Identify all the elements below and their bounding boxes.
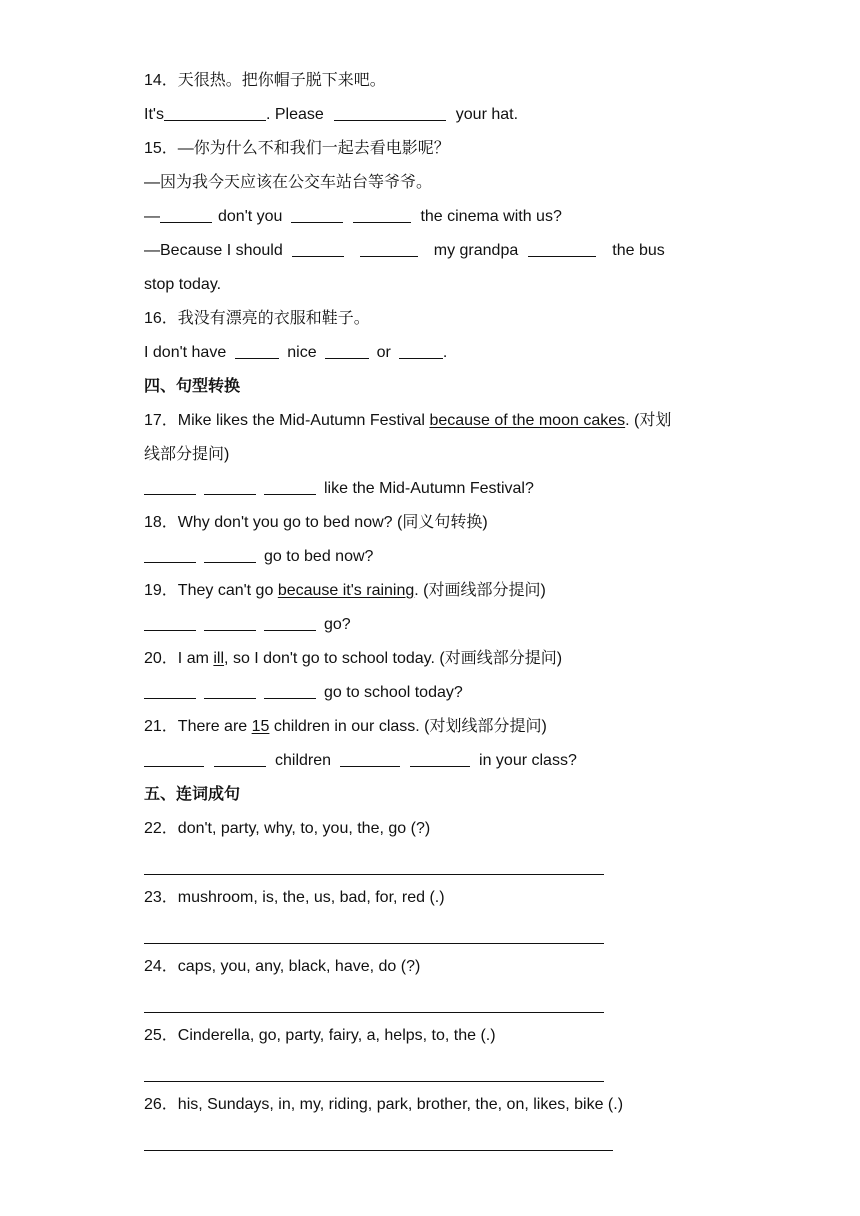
q15-prompt-1: 15．—你为什么不和我们一起去看电影呢？: [144, 140, 450, 157]
q15-sentence-3: stop today.: [144, 276, 222, 293]
q24-prompt: 24．caps, you, any, black, have, do (?): [144, 958, 421, 975]
q20-blank-2[interactable]: [204, 680, 256, 699]
q16-blank-3[interactable]: [399, 340, 443, 359]
q20-answer: [144, 676, 744, 710]
q15-blank-5[interactable]: [360, 238, 418, 257]
q15-text-bus: the bus: [612, 242, 665, 259]
worksheet-page: [144, 64, 744, 1157]
q15-sentence-2: [144, 234, 744, 268]
q16-sentence: [144, 336, 744, 370]
q19-answer: [144, 608, 744, 642]
q19-blank-1[interactable]: [144, 612, 196, 631]
q26-prompt: 26．his, Sundays, in, my, riding, park, brother, the, on, likes, bike (.): [144, 1096, 624, 1113]
q16-prompt: 16．我没有漂亮的衣服和鞋子。: [144, 310, 370, 327]
q17-underlined: because of the moon cakes: [429, 412, 626, 429]
q21-prompt: [144, 710, 744, 744]
q17-text-a: 17．Mike likes the Mid-Autumn Festival: [144, 412, 430, 429]
q15-text-c: the cinema with us?: [420, 208, 562, 225]
q17-blank-3[interactable]: [264, 476, 316, 495]
q15-text-grandpa: my grandpa: [433, 242, 519, 259]
q25-prompt: 25．Cinderella, go, party, fairy, a, helps, to, the (.): [144, 1027, 496, 1044]
q14-text-a: It's: [144, 106, 164, 123]
q21-text-a: 21．There are: [144, 718, 252, 735]
q21-blank-4[interactable]: [410, 748, 470, 767]
q14-sentence: [144, 98, 744, 132]
q21-blank-1[interactable]: [144, 748, 204, 767]
q17-blank-1[interactable]: [144, 476, 196, 495]
q15-blank-1[interactable]: [160, 204, 212, 223]
q18-prompt: 18．Why don't you go to bed now? (同义句转换): [144, 514, 488, 531]
q20-text-b: , so I don't go to school today. (对画线部分提问): [224, 650, 563, 667]
q19-blank-2[interactable]: [204, 612, 256, 631]
q18-blank-1[interactable]: [144, 544, 196, 563]
q16-text-c: or: [376, 344, 391, 361]
q21-tail: in your class?: [479, 752, 577, 769]
q20-prompt: [144, 642, 744, 676]
q15-sentence-1: [144, 200, 744, 234]
q16-blank-2[interactable]: [325, 340, 369, 359]
q16-text-d: .: [442, 344, 448, 361]
q21-blank-3[interactable]: [340, 748, 400, 767]
q19-text-b: . (对画线部分提问): [414, 582, 546, 599]
q14-blank-1[interactable]: [164, 102, 266, 121]
q17-text-b: . (对划: [625, 412, 672, 429]
q15-dash: —: [144, 208, 160, 225]
q26-answer-line[interactable]: [144, 1130, 613, 1151]
q20-blank-1[interactable]: [144, 680, 196, 699]
q15-text-b: don't you: [218, 208, 283, 225]
q20-tail: go to school today?: [324, 684, 463, 701]
q21-blank-2[interactable]: [214, 748, 266, 767]
q19-tail: go?: [324, 616, 351, 633]
q22-answer-line[interactable]: [144, 854, 604, 875]
section-4-heading: 四、句型转换: [144, 378, 241, 395]
q17-blank-2[interactable]: [204, 476, 256, 495]
q19-prompt: [144, 574, 744, 608]
q18-answer: [144, 540, 744, 574]
q23-answer-line[interactable]: [144, 923, 604, 944]
q14-blank-2[interactable]: [334, 102, 446, 121]
q14-text-c: your hat.: [455, 106, 519, 123]
q21-text-b: children in our class. (对划线部分提问): [269, 718, 547, 735]
q14-text-b: . Please: [265, 106, 324, 123]
q21-mid: children: [275, 752, 332, 769]
q21-answer: [144, 744, 744, 778]
q16-blank-1[interactable]: [235, 340, 279, 359]
q23-prompt: 23．mushroom, is, the, us, bad, for, red (.): [144, 889, 445, 906]
q20-blank-3[interactable]: [264, 680, 316, 699]
q21-underlined: 15: [251, 718, 270, 735]
q16-text-b: nice: [287, 344, 317, 361]
q15-blank-4[interactable]: [292, 238, 344, 257]
q14-prompt: 14．天很热。把你帽子脱下来吧。: [144, 72, 386, 89]
q19-blank-3[interactable]: [264, 612, 316, 631]
q15-blank-6[interactable]: [528, 238, 596, 257]
q17-tail: like the Mid-Autumn Festival?: [324, 480, 534, 497]
q17-answer: [144, 472, 744, 506]
q20-underlined: ill: [213, 650, 225, 667]
q17-prompt-cont: 线部分提问): [144, 446, 230, 463]
q18-tail: go to bed now?: [264, 548, 374, 565]
q19-text-a: 19．They can't go: [144, 582, 278, 599]
q20-text-a: 20．I am: [144, 650, 214, 667]
q15-prompt-2: —因为我今天应该在公交车站台等爷爷。: [144, 174, 433, 191]
q15-blank-2[interactable]: [291, 204, 343, 223]
q15-text-because: —Because I should: [144, 242, 283, 259]
q18-blank-2[interactable]: [204, 544, 256, 563]
q22-prompt: 22．don't, party, why, to, you, the, go (?): [144, 820, 431, 837]
q16-text-a: I don't have: [144, 344, 227, 361]
q19-underlined: because it's raining: [277, 582, 415, 599]
section-5-heading: 五、连词成句: [144, 786, 241, 803]
q17-prompt: [144, 404, 744, 438]
q15-blank-3[interactable]: [353, 204, 411, 223]
q25-answer-line[interactable]: [144, 1061, 604, 1082]
q24-answer-line[interactable]: [144, 992, 604, 1013]
